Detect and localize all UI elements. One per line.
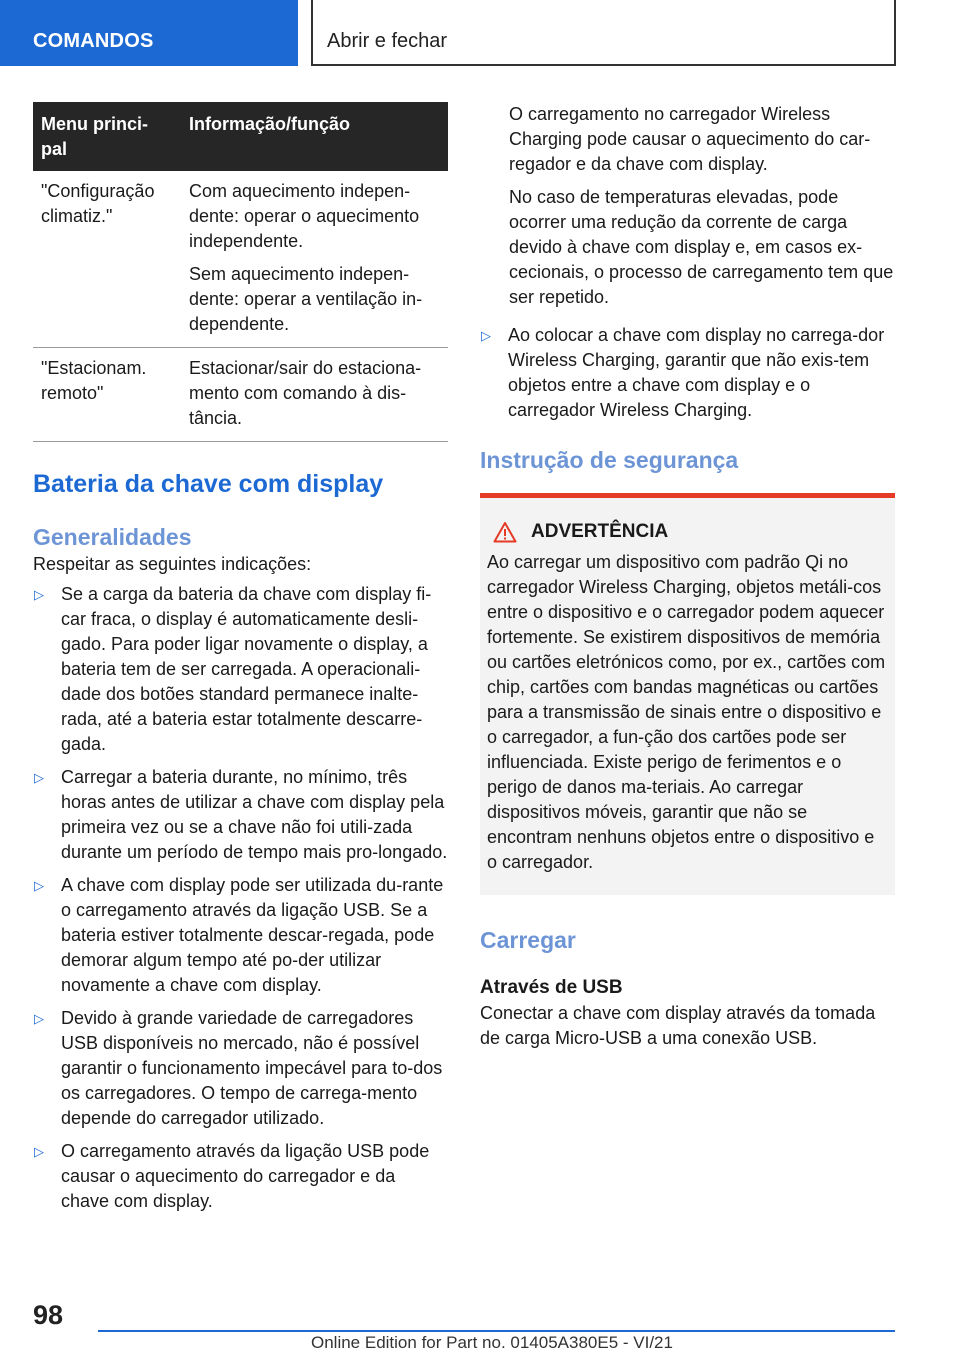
table-cell-menu: "Estacionam. remoto" (33, 348, 181, 442)
warning-triangle-icon (493, 521, 517, 543)
section-tab: COMANDOS (0, 0, 298, 66)
table-cell-text: Sem aquecimento indepen-dente: operar a ventilação in-dependente. (189, 264, 423, 334)
minor-heading-usb: Através de USB (480, 977, 623, 998)
menu-table (33, 102, 448, 442)
table-header-info: Informação/função (181, 102, 448, 171)
warning-header (487, 520, 887, 544)
list-item-text: O carregamento através da ligação USB pode causar o aquecimento do carregador e da chave com display. (61, 1141, 430, 1211)
list-item (33, 765, 448, 865)
list-item (33, 582, 448, 757)
footer-divider (98, 1330, 895, 1332)
continued-text: O carregamento no carregador Wireless Charging pode causar o aquecimento do car-regador e da chave com display. (509, 104, 871, 174)
footer-edition: Online Edition for Part no. 01405A380E5 - VI/21 (311, 1333, 673, 1352)
page-header (0, 0, 960, 66)
list-item (480, 323, 895, 423)
list-item (33, 1139, 448, 1214)
table-cell-text: Estacionar/sair do estaciona-mento com comando à dis-tância. (189, 358, 422, 428)
warning-text: Ao carregar um dispositivo com padrão Qi no carregador Wireless Charging, objetos metáli-cos entre o dispositivo e o carregador podem aquecer fortemente. Se existirem dispositivos de memória ou cartões eletrónicos como, por ex., cartões com chip, cartões com bandas magnéticas ou cartões para a transmissão de sinais entre o dispositivo e o carregador, a fun-ção dos cartões pode ser influenciada. Existe perigo de ferimentos e o perigo de danos ma-teriais. Ao carregar dispositivos móveis, garantir que não se encontram nenhuns objetos entre o dispositivo e o carregador. (487, 552, 886, 872)
intro-text: Respeitar as seguintes indicações: (33, 554, 312, 574)
bullet-triangle-icon: ▷ (34, 770, 44, 785)
section-heading-battery: Bateria da chave com display (33, 470, 384, 498)
page-number: 98 (33, 1300, 64, 1330)
bullet-triangle-icon: ▷ (34, 1011, 44, 1026)
bullet-continuation (480, 102, 895, 310)
right-column (480, 102, 895, 1051)
list-item-text: Ao colocar a chave com display no carrega-dor Wireless Charging, garantir que não exis-tem objetos entre a chave com display e o carregador Wireless Charging. (508, 325, 885, 420)
battery-bullet-list-continued (480, 323, 895, 423)
warning-label: ADVERTÊNCIA (531, 521, 669, 542)
list-item (33, 873, 448, 998)
list-item-text: A chave com display pode ser utilizada du-rante o carregamento através da ligação USB. Se a bateria estiver totalmente descar-regada, pode demorar algum tempo até po-der utilizar novamente a chave com display. (61, 875, 444, 995)
table-header-row (33, 102, 448, 171)
subheading-charging: Carregar (480, 927, 576, 953)
table-cell-menu: "Configuração climatiz." (33, 171, 181, 348)
subheading-safety: Instrução de segurança (480, 447, 739, 473)
subheading-general: Generalidades (33, 524, 192, 550)
warning-box (480, 493, 895, 895)
bullet-triangle-icon: ▷ (481, 328, 491, 343)
chapter-title: Abrir e fechar (311, 0, 896, 66)
list-item-text: Carregar a bateria durante, no mínimo, três horas antes de utilizar a chave com display pela primeira vez ou se a chave não foi utili-zada durante um período de tempo mais pro-longado. (61, 767, 448, 862)
list-item-text: Devido à grande variedade de carregadores USB disponíveis no mercado, não é possível garantir o funcionamento impecável para to-dos os carregadores. O tempo de carrega-mento depende do carregador utilizado. (61, 1008, 443, 1128)
battery-bullet-list (33, 582, 448, 1214)
bullet-triangle-icon: ▷ (34, 587, 44, 602)
usb-text: Conectar a chave com display através da tomada de carga Micro-USB a uma conexão USB. (480, 1003, 876, 1048)
table-cell-text: Com aquecimento indepen-dente: operar o aquecimento independente. (189, 181, 420, 251)
bullet-triangle-icon: ▷ (34, 1144, 44, 1159)
table-cell-info (181, 348, 448, 442)
continued-text: No caso de temperaturas elevadas, pode ocorrer uma redução da corrente de carga devido à chave com display e, em casos ex-cecionais, o processo de carregamento tem que ser repetido. (509, 187, 894, 307)
table-cell-info (181, 171, 448, 348)
table-row (33, 171, 448, 348)
bullet-triangle-icon: ▷ (34, 878, 44, 893)
list-item (33, 1006, 448, 1131)
table-row (33, 348, 448, 442)
left-column (33, 102, 448, 1222)
list-item-text: Se a carga da bateria da chave com display fi-car fraca, o display é automaticamente desli-gado. Para poder ligar novamente o display, a bateria tem de ser carregada. A operacionali-dade dos botões standard permanece inalte-rada, até a bateria estar totalmente descarre-gada. (61, 584, 432, 754)
table-header-menu: Menu princi-pal (33, 102, 181, 171)
